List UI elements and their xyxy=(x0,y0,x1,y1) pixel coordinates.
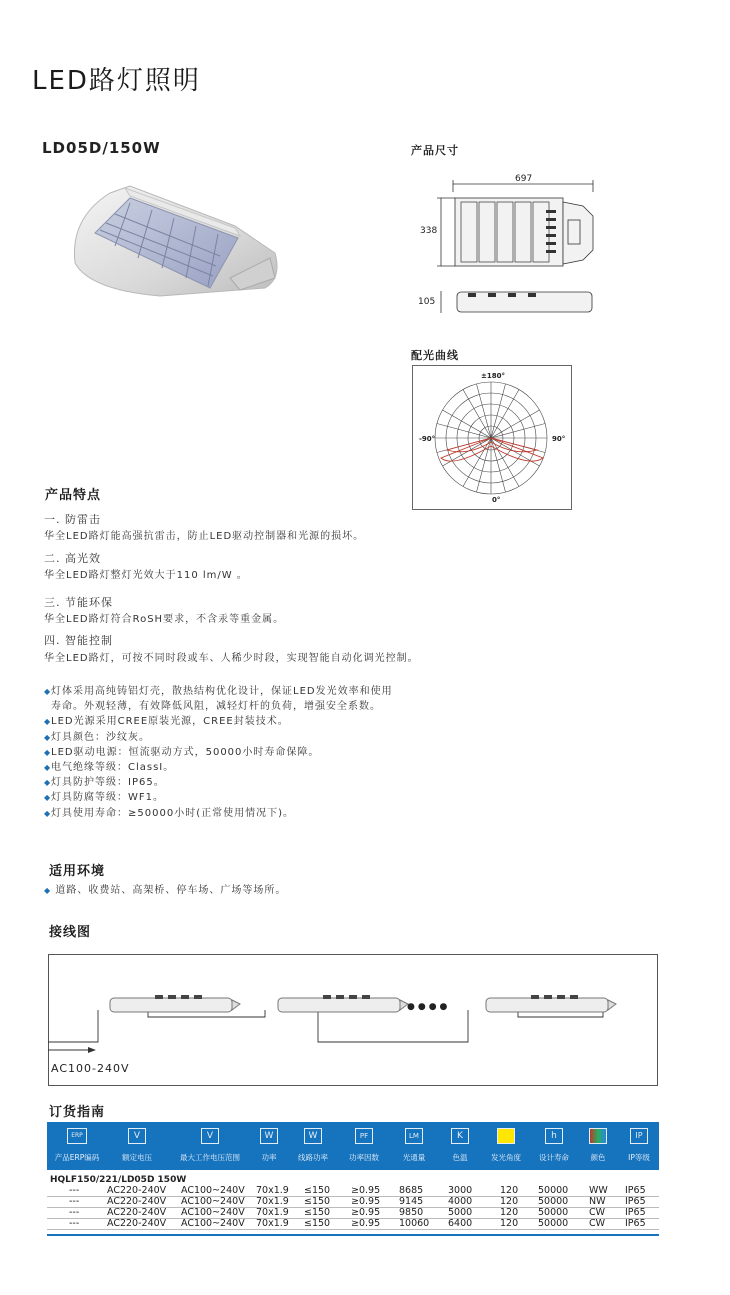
wiring-continuation-dots: ●●●● xyxy=(407,1002,451,1012)
hours-icon: h xyxy=(545,1128,563,1144)
spec-list xyxy=(44,684,393,821)
bullet-icon: ◆ xyxy=(44,687,52,696)
bullet-icon: ◆ xyxy=(44,717,52,727)
table-row: --- AC220-240V AC100~240V 70x1.9 ≤150 ≥0.95 10060 6400 120 50000 CW IP65 xyxy=(47,1219,659,1230)
col-beam-angle: 发光角度 xyxy=(481,1122,531,1170)
wiring-diagram xyxy=(48,954,658,1086)
dimension-depth: 105 xyxy=(418,297,436,307)
spec-item: ◆ 灯具使用寿命：≥50000小时(正常使用情况下)。 xyxy=(44,806,393,821)
feature-1-text: 华全LED路灯能高强抗雷击，防止LED驱动控制器和光源的损坏。 xyxy=(44,531,365,542)
table-row: --- AC220-240V AC100~240V 70x1.9 ≤150 ≥0.95 9145 4000 120 50000 NW IP65 xyxy=(47,1197,659,1208)
feature-4-title: 四. 智能控制 xyxy=(44,634,113,647)
feature-3-text: 华全LED路灯符合RoSH要求，不含汞等重金属。 xyxy=(44,614,285,625)
col-erp: ERP 产品ERP编码 xyxy=(47,1122,107,1170)
environment-text: ◆ 道路、收费站、高架桥、停车场、广场等场所。 xyxy=(44,885,287,896)
bullet-icon: ◆ xyxy=(44,763,52,773)
order-table xyxy=(47,1174,659,1230)
col-rated-voltage: V 额定电压 xyxy=(107,1122,167,1170)
pf-icon: PF xyxy=(355,1128,373,1144)
dimension-height: 338 xyxy=(420,226,438,236)
polar-chart xyxy=(433,380,549,496)
ip-icon: IP xyxy=(630,1128,648,1144)
watt-icon: W xyxy=(260,1128,278,1144)
curve-label-left: -90° xyxy=(419,435,436,443)
erp-icon: ERP xyxy=(67,1128,87,1144)
table-row: --- AC220-240V AC100~240V 70x1.9 ≤150 ≥0.95 8685 3000 120 50000 WW IP65 xyxy=(47,1186,659,1197)
product-photo xyxy=(70,178,285,298)
feature-1-title: 一. 防雷击 xyxy=(44,513,101,526)
color-icon xyxy=(589,1128,607,1144)
environment-heading: 适用环境 xyxy=(49,864,106,879)
col-color: 颜色 xyxy=(577,1122,619,1170)
bullet-icon: ◆ xyxy=(44,886,52,895)
order-table-header xyxy=(47,1122,659,1170)
col-ip: IP IP等级 xyxy=(619,1122,659,1170)
bullet-icon: ◆ xyxy=(44,732,52,742)
wiring-heading: 接线图 xyxy=(49,925,92,940)
feature-4-text: 华全LED路灯，可按不同时段或车、人稀少时段，实现智能自动化调光控制。 xyxy=(44,653,419,664)
col-max-voltage: V 最大工作电压范围 xyxy=(167,1122,253,1170)
curve-label-bottom: 0° xyxy=(492,496,501,504)
spec-item: ◆ 电气绝缘等级：ClassⅠ。 xyxy=(44,760,393,775)
light-curve-heading: 配光曲线 xyxy=(411,349,459,362)
voltage-icon: V xyxy=(201,1128,219,1144)
voltage-icon: V xyxy=(128,1128,146,1144)
table-row: --- AC220-240V AC100~240V 70x1.9 ≤150 ≥0.95 9850 5000 120 50000 CW IP65 xyxy=(47,1208,659,1219)
watt-icon: W xyxy=(304,1128,322,1144)
spec-item: ◆ LED驱动电源：恒流驱动方式，50000小时寿命保障。 xyxy=(44,745,393,760)
page-title: LED路灯照明 xyxy=(32,66,201,96)
spec-item: 寿命。外观轻薄，有效降低风阻，减轻灯杆的负荷，增强安全系数。 xyxy=(51,701,381,713)
dimensions-heading: 产品尺寸 xyxy=(411,144,459,157)
spec-item: ◆ LED光源采用CREE原装光源，CREE封装技术。 xyxy=(44,714,393,729)
spec-item: ◆ 灯具防腐等级：WF1。 xyxy=(44,790,393,805)
col-color-temp: K 色温 xyxy=(439,1122,481,1170)
curve-label-top: ±180° xyxy=(481,372,505,380)
feature-2-title: 二. 高光效 xyxy=(44,552,101,565)
bullet-icon: ◆ xyxy=(44,808,52,818)
dimension-drawing xyxy=(435,180,600,320)
col-power: W 功率 xyxy=(253,1122,285,1170)
kelvin-icon: K xyxy=(451,1128,469,1144)
spec-item: ◆ 灯具颜色：沙纹灰。 xyxy=(44,730,393,745)
order-table-bottom-rule xyxy=(47,1234,659,1236)
feature-2-text: 华全LED路灯整灯光效大于110 lm/W 。 xyxy=(44,570,248,581)
features-heading: 产品特点 xyxy=(45,488,102,503)
bullet-icon: ◆ xyxy=(44,778,52,788)
wiring-voltage: AC100-240V xyxy=(51,1062,130,1075)
model-name: LD05D/150W xyxy=(42,139,161,157)
lumen-icon: LM xyxy=(405,1128,423,1144)
feature-3-title: 三. 节能环保 xyxy=(44,596,113,609)
spec-item: ◆ 灯具防护等级：IP65。 xyxy=(44,775,393,790)
spec-item: ◆ 灯体采用高纯铸铝灯壳，散热结构优化设计，保证LED发光效率和使用 xyxy=(44,684,393,699)
order-heading: 订货指南 xyxy=(49,1105,106,1120)
beam-angle-icon xyxy=(497,1128,515,1144)
col-lifetime: h 设计寿命 xyxy=(531,1122,577,1170)
col-line-power: W 线路功率 xyxy=(287,1122,339,1170)
col-power-factor: PF 功率因数 xyxy=(339,1122,389,1170)
dimension-width: 697 xyxy=(515,174,533,184)
col-lumen: LM 光通量 xyxy=(389,1122,439,1170)
bullet-icon: ◆ xyxy=(44,793,52,803)
bullet-icon: ◆ xyxy=(44,747,52,757)
curve-label-right: 90° xyxy=(552,435,566,443)
order-group-label: HQLF150/221/LD05D 150W xyxy=(50,1175,187,1185)
